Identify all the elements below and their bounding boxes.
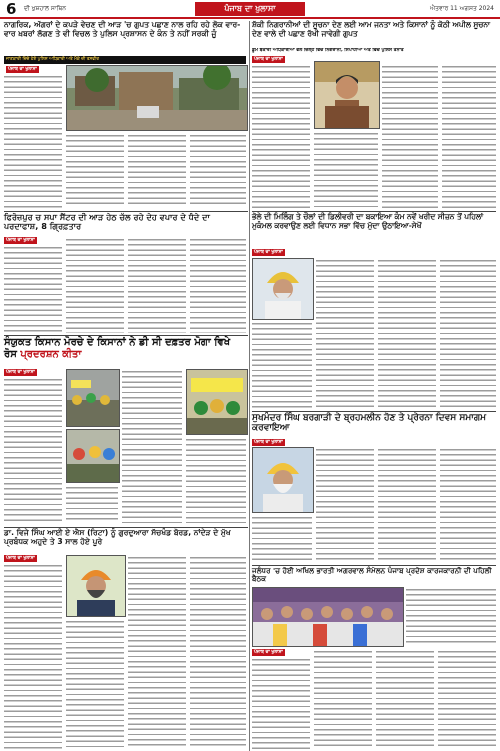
- story-6-text-col-c: [378, 447, 436, 563]
- story-8-byline: ਪੰਜਾਬ ਦਾ ਖੁਲਾਸਾ: [254, 650, 283, 655]
- story-6: [252, 413, 496, 563]
- story-4-text-col-c: [378, 258, 436, 409]
- story-8-text-col-c: [376, 649, 434, 749]
- column-divider: [249, 21, 250, 751]
- story-6-portrait-photo: [252, 447, 314, 513]
- story-4-portrait-photo: [252, 258, 314, 320]
- story-2-text-col-a: [252, 64, 310, 209]
- story-7-text-col-b: [66, 619, 124, 749]
- story-3-headline: ਫਿਰੋਜ਼ਪੁਰ ਚ ਸਪਾ ਸੈਂਟਰ ਦੀ ਆੜ ਹੇਠ ਚੱਲ ਰਹੇ ਦੇਹ ਵਪਾਰ ਦੇ ਧੰਦੇ ਦਾ ਪਰਦਾਫਾਸ਼, 8 ਗ੍ਰਿਫ਼ਤਾਰ: [4, 212, 210, 232]
- story-5-protest-photo-1: [66, 369, 120, 427]
- story-2-headline: ਸ਼ੱਕੀ ਨਿਗਰਾਨੀਆਂ ਦੀ ਸੂਚਨਾ ਦੇਣ ਲਈ ਆਮ ਜਨਤਾ ਅਤੇ ਕਿਸਾਨਾਂ ਨੂੰ ਕੋਠੀ ਅਪੀਲ ਸੂਚਨਾ ਦੇਣ ਵਾਲੇ ਦੀ ਪਛਾਣ ਰੱਖੀ ਜਾਵੇਗੀ ਗੁਪਤ: [252, 20, 491, 38]
- story-2-subhead: ਡੂਮ ਬਕਾਰੀ ਅਧਿਕਾਰੀਆਂ ਵੱਲੋਂ ਜ਼ਿਲ੍ਹੇ ਵਿੱਚ ਨਿਗਰਾਨੀ, ਸਿਪਾਹੀਆ ਅਤੇ ਵਿੱਚ ਪੁਲਿਸ ਤੈਨਾਤ: [252, 48, 404, 53]
- story-4-text-col-b: [316, 258, 374, 409]
- story-1-headline: ਨਾਗਰਿਕ, ਅੱਗਰਾਂ ਦੇ ਕਪੜੇ ਵੇਚਣ ਦੀ ਆੜ 'ਚ ਗੁਪਤ ਪਛਾਣ ਨਾਲ ਰਹਿ ਰਹੇ ਲੋਕ ਵਾਰ-ਵਾਰ ਖ਼ਬਰਾਂ ਲੱਗਣ ਤੇ ਵੀ ਵਿਚਲ ਤੇ ਪੁਲਿਸ ਪ੍ਰਸ਼ਾਸਨ ਦੇ ਕੰਨ ਤੇ ਨਹੀਂ ਸਰਕੀ ਜੂੰ: [4, 20, 241, 38]
- story-5-text-col-a: [4, 377, 62, 523]
- story-8-headline: ਜਲੰਧਰ 'ਚ ਹੋਈ ਅਖਿਲ ਭਾਰਤੀ ਅਗਰਵਾਲ ਸੰਮੇਲਨ ਪੰਜਾਬ ਪ੍ਰਦੇਸ਼ ਕਾਰਜਕਾਰਨੀ ਦੀ ਪਹਿਲੀ ਬੈਠਕ: [252, 566, 492, 584]
- story-5-protest-photo-3: [186, 369, 248, 435]
- story-3-text-col-a: [4, 245, 62, 333]
- story-6-text-col-a: [252, 515, 312, 563]
- story-6-headline: ਸੁਖਮੰਦਰ ਸਿੰਘ ਬਰਗਾੜੀ ਦੇ ਬ੍ਰਹਮਲੀਨ ਹੋਣ ਤੇ ਪ੍ਰੇਰਨਾ ਦਿਵਸ ਸਮਾਗਮ ਕਰਵਾਇਆ: [252, 413, 487, 434]
- story-7-portrait-photo: [66, 555, 126, 617]
- story-3-text-col-b: [66, 237, 124, 333]
- story-4: [252, 213, 496, 409]
- protest-crowd-image: [67, 370, 119, 426]
- story-7: [4, 529, 246, 749]
- story-1-byline: ਪੰਜਾਬ ਦਾ ਖੁਲਾਸਾ: [8, 67, 37, 72]
- section-rule: [4, 335, 248, 336]
- story-1-text-col-c: [128, 133, 186, 208]
- story-1-text-col-b: [66, 133, 124, 208]
- story-2-text-col-d: [442, 64, 496, 209]
- story-2-text-col-c: [382, 64, 438, 209]
- paper-name: ਦੀ ਖੁਸ਼ਹਾਲ ਸਾਥਿਨ: [24, 5, 67, 12]
- story-8-group-photo: [252, 587, 404, 647]
- story-1: [4, 21, 246, 209]
- story-7-text-col-c: [128, 555, 186, 749]
- story-5-text-col-b: [122, 369, 182, 523]
- story-8-text-col-d: [406, 587, 496, 645]
- story-5: [4, 337, 246, 525]
- page-number: 6: [6, 0, 17, 18]
- story-4-byline: ਪੰਜਾਬ ਦਾ ਖੁਲਾਸਾ: [254, 250, 283, 255]
- meeting-group-image: [253, 588, 403, 646]
- story-6-text-col-b: [316, 447, 374, 563]
- story-7-text-col-a: [4, 563, 62, 749]
- story-7-text-col-d: [190, 555, 246, 749]
- story-6-byline: ਪੰਜਾਬ ਦਾ ਖੁਲਾਸਾ: [254, 440, 283, 445]
- turbaned-man-portrait-image: [253, 259, 313, 319]
- story-2-byline: ਪੰਜਾਬ ਦਾ ਖੁਲਾਸਾ: [254, 57, 283, 62]
- protest-group-image: [67, 430, 119, 482]
- story-8-text-col-a: [252, 657, 310, 749]
- story-4-text-col-a: [252, 321, 312, 409]
- section-rule: [252, 411, 496, 412]
- story-5-headline-main: ਸੰਯੁਕਤ ਕਿਸਾਨ ਮੋਰਚੇ ਦੇ ਕਿਸਾਨਾਂ ਨੇ ਡੀ ਸੀ ਦਫ਼ਤਰ ਮੋਗਾ ਵਿਖੇ ਰੋਸ: [4, 337, 231, 360]
- story-5-headline-highlight: ਪ੍ਰਦਰਸ਼ਨ ਕੀਤਾ: [20, 348, 82, 360]
- story-2: [252, 21, 496, 209]
- street-scene-image: [67, 66, 247, 130]
- story-2-portrait-photo: [314, 61, 380, 129]
- story-7-headline: ਡਾ. ਵਿਜੇ ਸਿੰਘ ਆਈ ਏ ਐਸ (ਰਿਟਾ) ਨੂੰ ਗੁਰਦੁਆਰਾ ਸੱਚਖੰਡ ਬੋਰਡ, ਨਾਂਦੇੜ ਦੇ ਮੁੱਖ ਪ੍ਰਬੰਧਕ ਅਹੁਦੇ ਤੇ 3 ਸਾਲ ਹੋਏ ਪੂਰੇ: [4, 528, 231, 546]
- official-portrait-image: [67, 556, 125, 616]
- story-5-headline: [4, 337, 246, 360]
- story-1-text-col-d: [190, 133, 246, 208]
- story-5-protest-photo-2: [66, 429, 120, 483]
- story-1-photo-caption: ਜਾਣਕਾਰੀ ਦਿੰਦੇ ਹੋਏ ਪੁਲਿਸ ਅਧਿਕਾਰੀ ਅਤੇ ਮੌਕੇ ਦੀ ਤਸਵੀਰ: [4, 56, 246, 64]
- story-8: [252, 567, 496, 749]
- story-3-text-col-c: [128, 237, 186, 333]
- story-5-text-col-c: [186, 437, 246, 523]
- section-title: ਪੰਜਾਬ ਦਾ ਖੁਲਾਸਾ: [195, 2, 305, 16]
- story-4-text-col-d: [440, 258, 496, 409]
- page-header: [0, 0, 500, 19]
- story-1-text-col-a: [4, 74, 62, 208]
- story-3: [4, 213, 246, 333]
- story-7-byline: ਪੰਜਾਬ ਦਾ ਖੁਲਾਸਾ: [6, 556, 35, 561]
- story-8-text-col-b: [314, 649, 372, 749]
- story-3-text-col-d: [190, 237, 246, 333]
- story-8-text-col-e: [438, 649, 496, 749]
- story-6-text-col-d: [440, 447, 496, 563]
- protest-banner-image: [187, 370, 247, 434]
- story-2-text-col-b: [314, 131, 378, 209]
- page-date: ਐਤਵਾਰ 11 ਅਗਸਤ 2024: [430, 5, 494, 12]
- elder-portrait-image: [253, 448, 313, 512]
- story-5-byline: ਪੰਜਾਬ ਦਾ ਖੁਲਾਸਾ: [6, 370, 35, 375]
- story-3-byline: ਪੰਜਾਬ ਦਾ ਖੁਲਾਸਾ: [6, 238, 35, 243]
- story-5-text-col-d: [66, 485, 118, 523]
- story-4-headline: ਭੋਲੇ ਦੀ ਮਿਲਿੰਗ ਤੇ ਚੌਲਾਂ ਦੀ ਡਿਲੀਵਰੀ ਦਾ ਬਕਾਇਆ ਕੰਮ ਨਵੇਂ ਖਰੀਦ ਸੀਜ਼ਨ ਤੋਂ ਪਹਿਲਾਂ ਮੁਕੰਮਲ ਕਰਵਾਉਣ ਲਈ ਵਿਧਾਨ ਸਭਾ ਵਿੱਚ ਮੁੱਦਾ ਉਠਾਇਆ-ਸੇਖੋਂ: [252, 212, 484, 230]
- officer-portrait-image: [315, 62, 379, 128]
- story-1-photo: [66, 65, 248, 131]
